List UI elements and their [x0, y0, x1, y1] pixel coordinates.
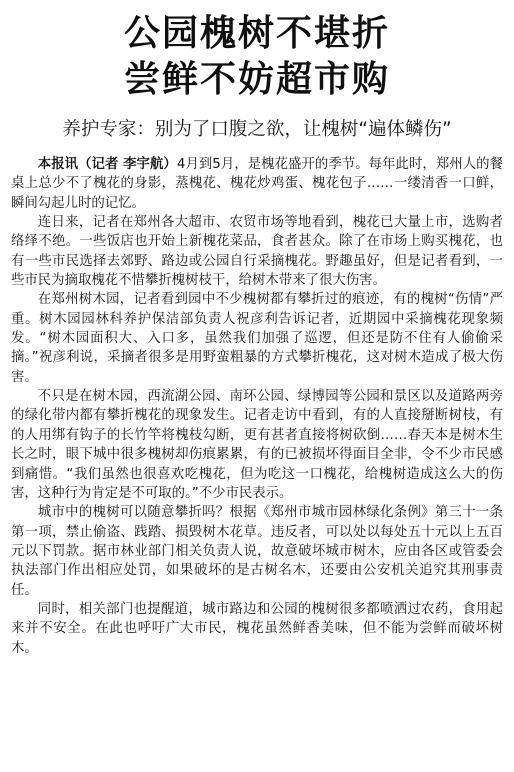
article-paragraph: 城市中的槐树可以随意攀折吗？根据《郑州市城市园林绿化条例》第三十一条第一项，禁止偷盗、践踏、损毁树木花草。违反者，可以处以每处五十元以上五百元以下罚款。据市林业部门相关负责人说，故意破坏城市树木，应由各区或管委会执法部门作出相应处罚，如果破坏的是古树名木，还要由公安机关追究其刑事责任。 — [11, 505, 503, 598]
byline: 本报讯（记者 李宇航） — [37, 157, 177, 172]
article-paragraph: 同时，相关部门也提醒道，城市路边和公园的槐树很多都喷洒过农药，食用起来并不安全。在此也呼吁广大市民，槐花虽然鲜香美味，但不能为尝鲜而破坏树木。 — [11, 601, 503, 656]
article-paragraph: 连日来，记者在郑州各大超市、农贸市场等地看到，槐花已大量上市，选购者络绎不绝。一些饭店也开始上新槐花菜品，食者甚众。除了在市场上购买槐花，也有一些市民选择去郊野、路边或公园自行采摘槐花。野趣虽好，但是记者看到，一些市民为摘取槐花不惜攀折槐树枝干，给树木带来了很大伤害。 — [11, 215, 503, 289]
article-body — [11, 155, 503, 658]
paragraph-text: 4月到5月，是槐花盛开的季节。每年此时，郑州人的餐桌上总少不了槐花的身影，蒸槐花、槐花炒鸡蛋、槐花包子……一缕清香一口鲜，瞬间勾起儿时的记忆。 — [11, 157, 503, 211]
article-paragraph: 在郑州树木园，记者看到园中不少槐树都有攀折过的痕迹，有的槐树“伤情”严重。树木园园林科养护保洁部负责人祝彦利告诉记者，近期园中采摘槐花现象频发。“树木园面积大、入口多，虽然我们加强了巡逻，但还是防不住有人偷偷采摘。”祝彦利说，采摘者很多是用野蛮粗暴的方式攀折槐花，这对树木造成了极大伤害。 — [11, 292, 503, 385]
headline-line-1: 公园槐树不堪折 — [123, 13, 390, 54]
headline-line-2: 尝鲜不妨超市购 — [123, 59, 390, 100]
subheadline: 养护专家：别为了口腹之欲，让槐树“遍体鳞伤” — [62, 119, 452, 140]
article-paragraph — [11, 155, 503, 213]
article-paragraph: 不只是在树木园，西流湖公园、南环公园、绿博园等公园和景区以及道路两旁的绿化带内都有攀折槐花的现象发生。记者走访中看到，有的人直接掰断树枝，有的人用绑有钩子的长竹竿将槐枝勾断，更有甚者直接将树砍倒……春天本是树木生长之时，眼下城中很多槐树却伤痕累累，有的已被损坏得面目全非，令不少市民感到痛惜。“我们虽然也很喜欢吃槐花，但为吃这一口槐花，给槐树造成这么大的伤害，这种行为肯定是不可取的。”不少市民表示。 — [11, 389, 503, 501]
